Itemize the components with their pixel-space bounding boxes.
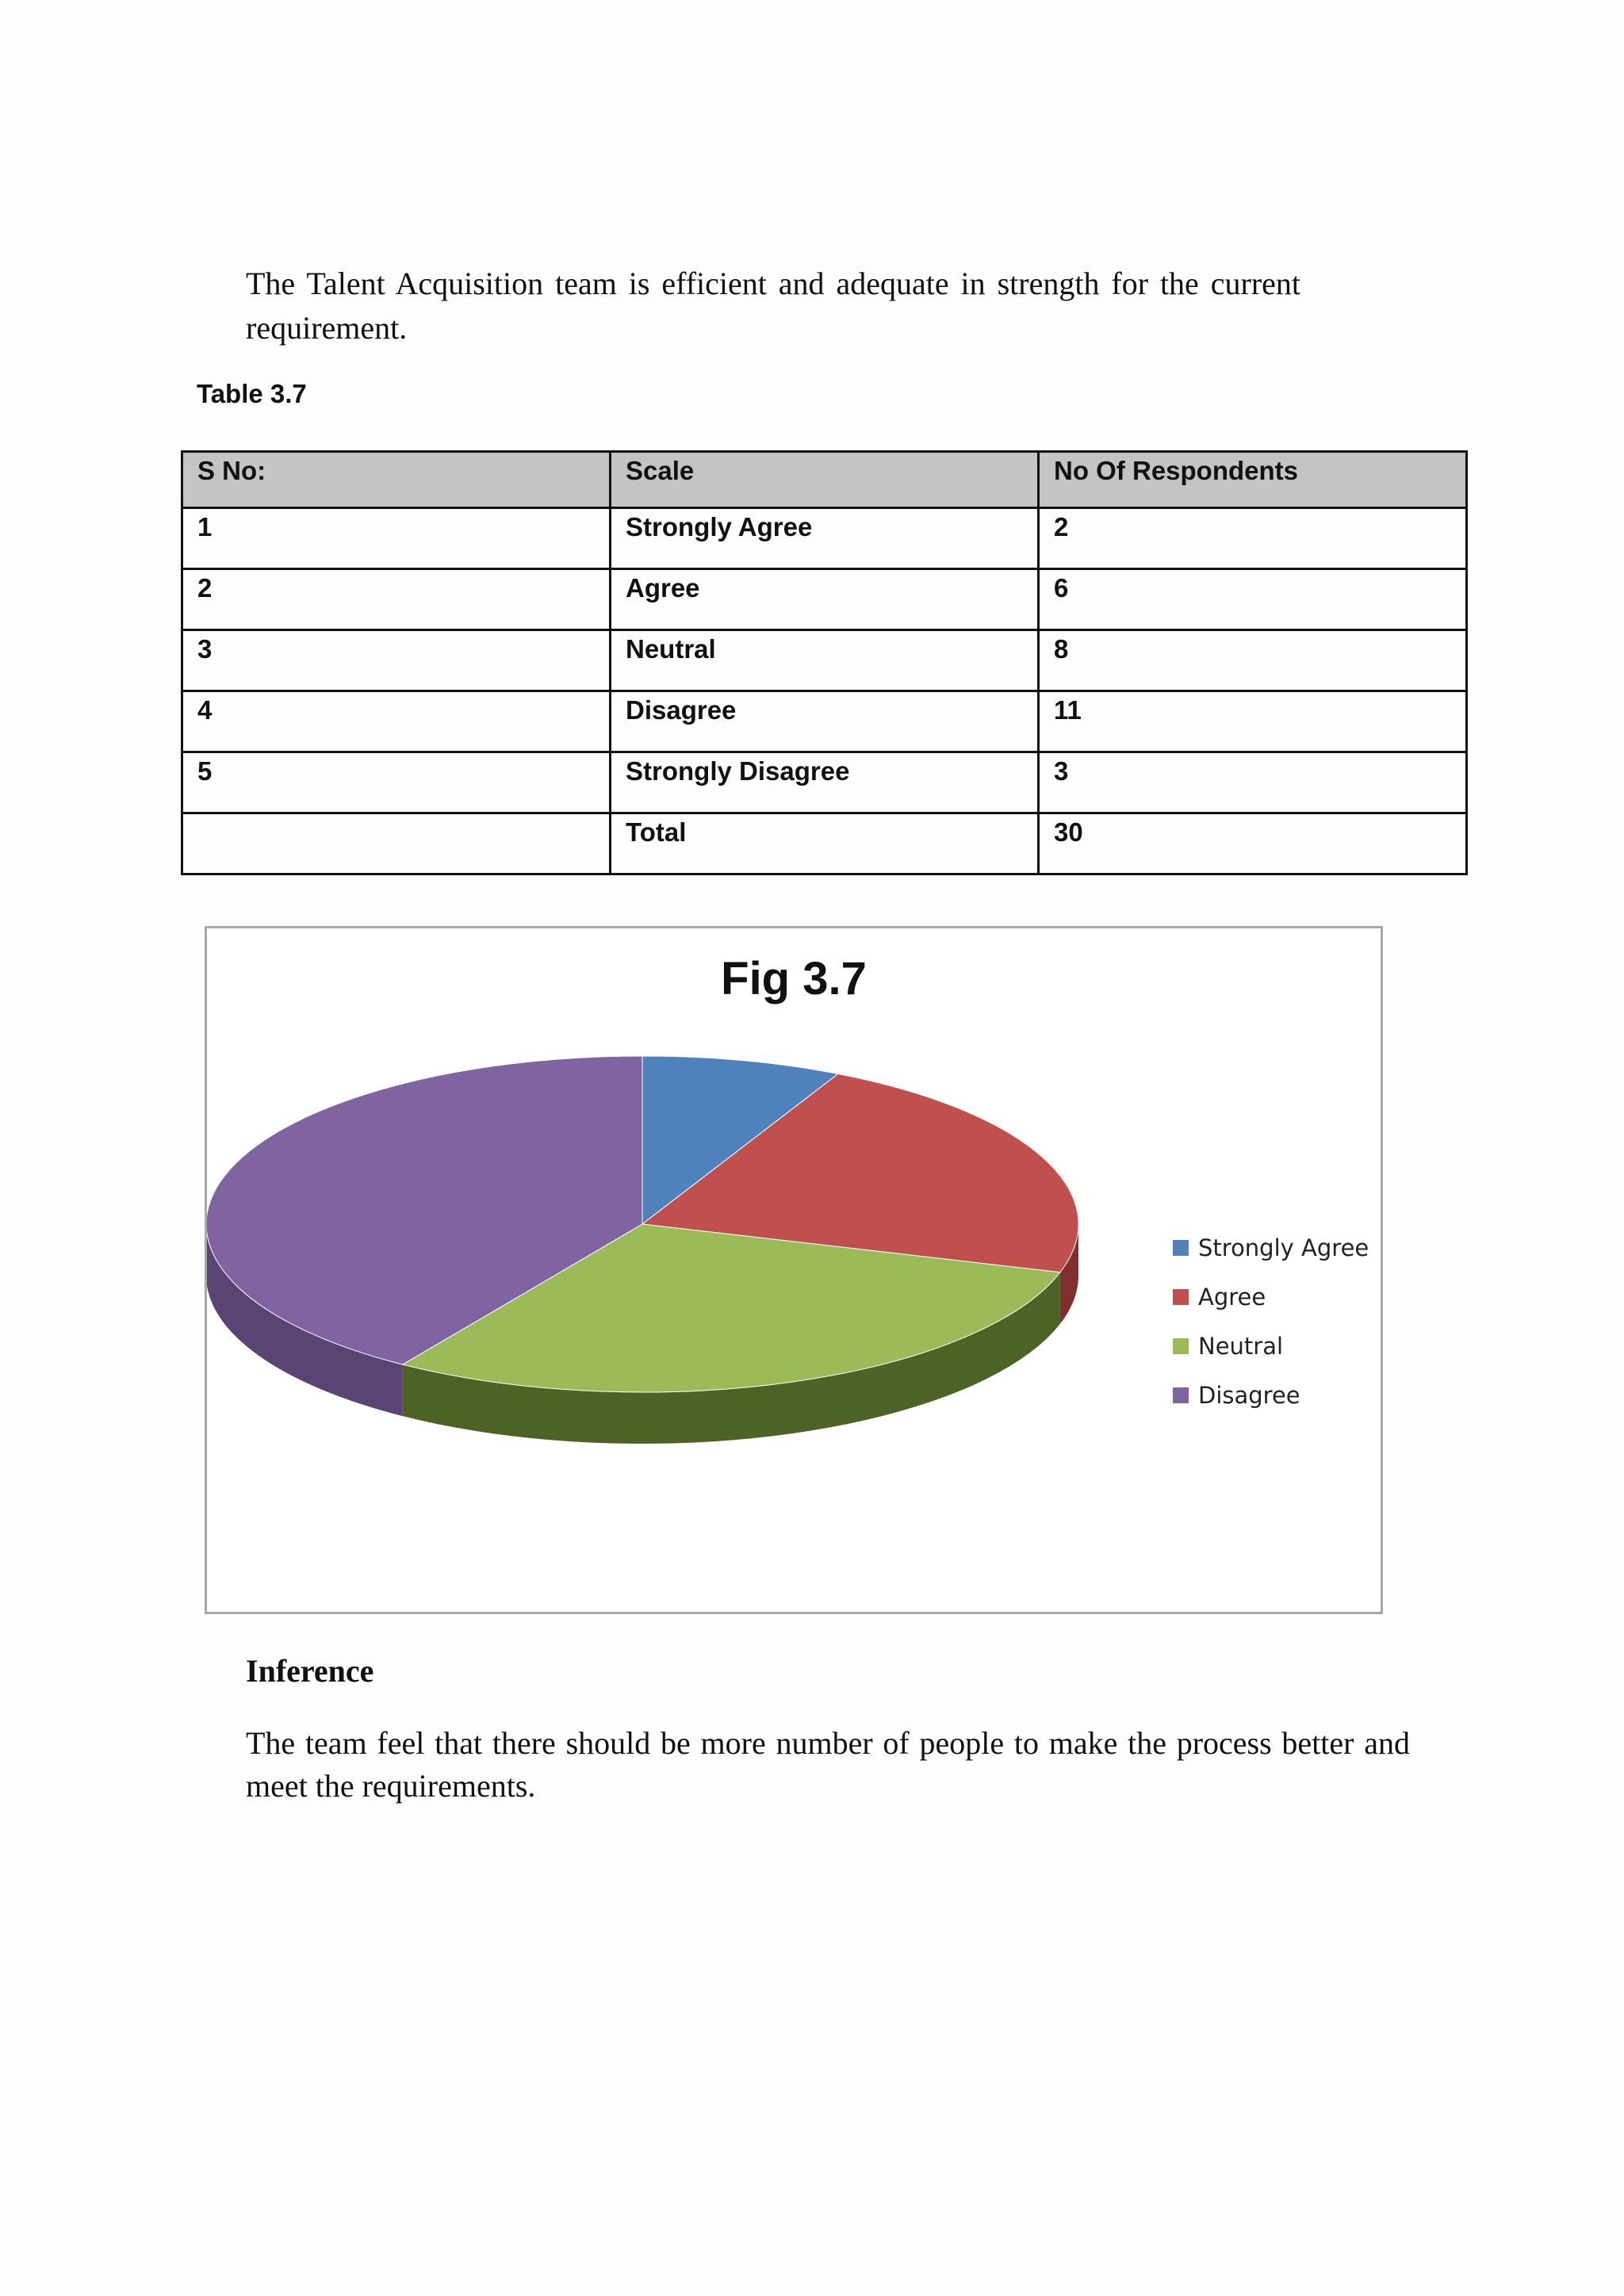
table-row xyxy=(182,630,1467,691)
legend-swatch xyxy=(1173,1289,1189,1305)
cell-scale: Agree xyxy=(611,569,1039,630)
cell-count: 6 xyxy=(1039,569,1467,630)
cell-sno: 5 xyxy=(182,752,611,813)
survey-question: The Talent Acquisition team is efficient and adequate in strength for the current requirement. xyxy=(246,266,1300,346)
legend-swatch xyxy=(1173,1387,1189,1403)
table-row xyxy=(182,569,1467,630)
pie-chart-figure xyxy=(205,926,1383,1614)
cell-scale: Strongly Disagree xyxy=(611,752,1039,813)
legend-item xyxy=(1173,1272,1369,1322)
legend-item xyxy=(1173,1223,1369,1272)
legend-item xyxy=(1173,1322,1369,1371)
legend-label: Neutral xyxy=(1198,1333,1284,1360)
legend-swatch xyxy=(1173,1338,1189,1354)
cell-sno xyxy=(182,813,611,874)
cell-scale: Strongly Agree xyxy=(611,508,1039,569)
header-respondents: No Of Respondents xyxy=(1039,452,1467,508)
cell-count: 30 xyxy=(1039,813,1467,874)
chart-title: Fig 3.7 xyxy=(721,953,867,1004)
cell-sno: 3 xyxy=(182,630,611,691)
table-header-row xyxy=(182,452,1467,508)
legend-swatch xyxy=(1173,1240,1189,1256)
cell-scale: Total xyxy=(611,813,1039,874)
legend-label: Disagree xyxy=(1198,1382,1300,1409)
table-row xyxy=(182,508,1467,569)
table-row xyxy=(182,691,1467,752)
header-sno: S No: xyxy=(182,452,611,508)
table-total-row xyxy=(182,813,1467,874)
chart-legend xyxy=(1173,1223,1369,1420)
cell-sno: 2 xyxy=(182,569,611,630)
responses-table xyxy=(181,450,1468,875)
cell-count: 2 xyxy=(1039,508,1467,569)
legend-label: Agree xyxy=(1198,1284,1266,1311)
cell-count: 3 xyxy=(1039,752,1467,813)
cell-count: 8 xyxy=(1039,630,1467,691)
inference-heading: Inference xyxy=(246,1653,374,1689)
inference-text: The team feel that there should be more number of people to make the process better and meet the requirements. xyxy=(246,1725,1410,1804)
cell-scale: Neutral xyxy=(611,630,1039,691)
cell-sno: 4 xyxy=(182,691,611,752)
cell-scale: Disagree xyxy=(611,691,1039,752)
legend-label: Strongly Agree xyxy=(1198,1234,1369,1261)
cell-sno: 1 xyxy=(182,508,611,569)
table-caption: Table 3.7 xyxy=(197,379,307,408)
table-row xyxy=(182,752,1467,813)
header-scale: Scale xyxy=(611,452,1039,508)
legend-item xyxy=(1173,1371,1369,1420)
cell-count: 11 xyxy=(1039,691,1467,752)
